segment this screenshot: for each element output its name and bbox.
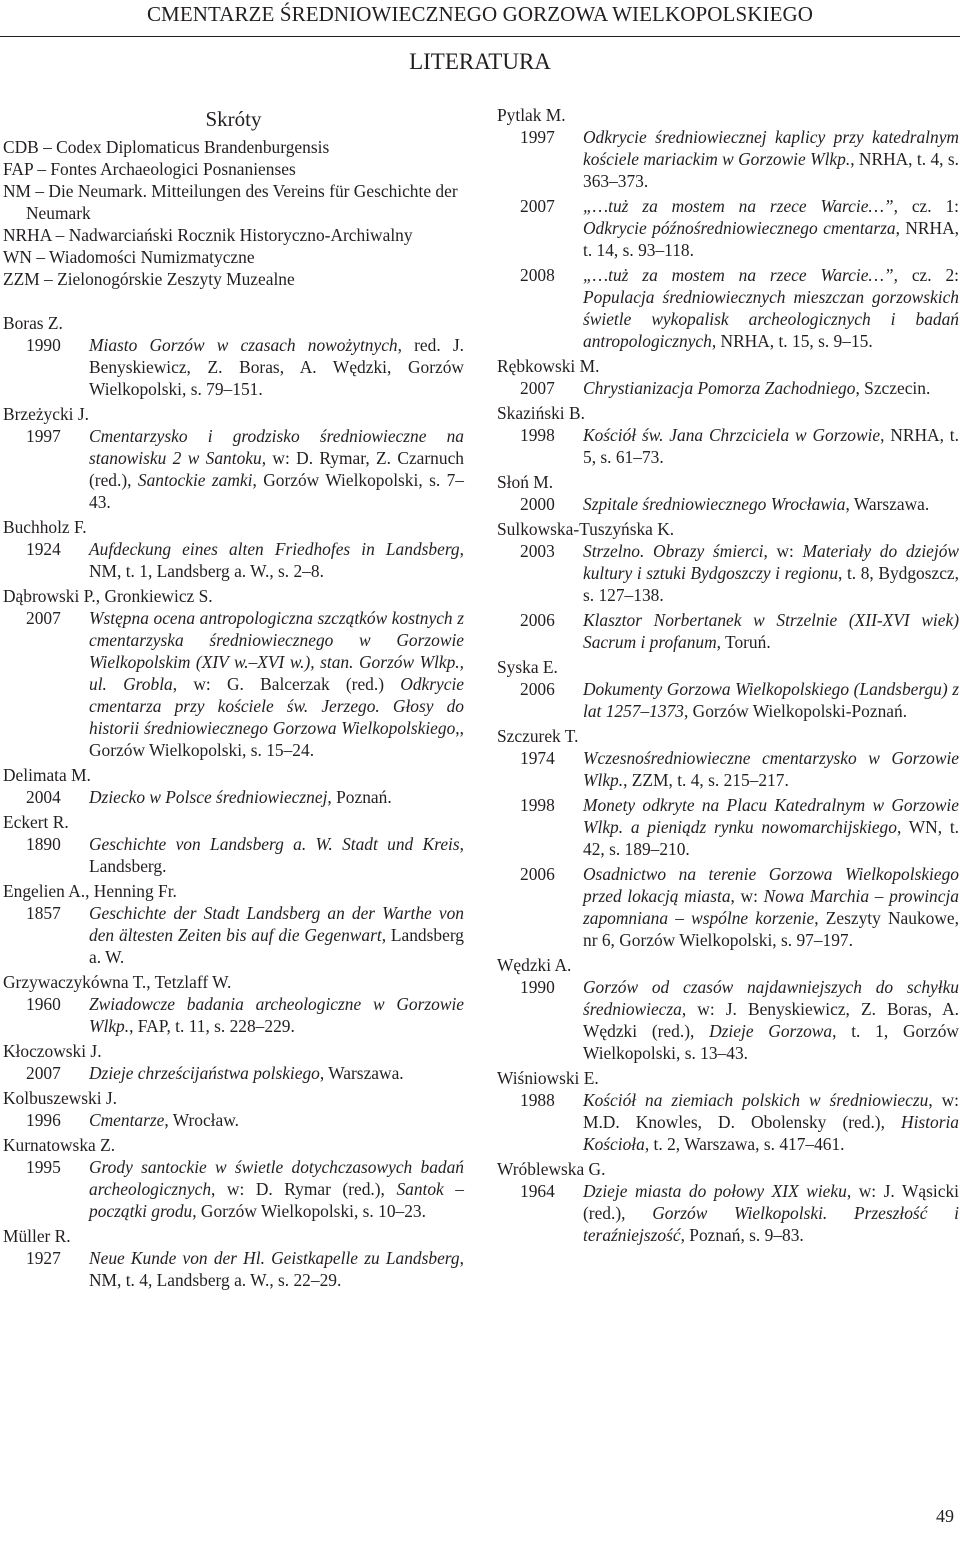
author-name: Sulkowska-Tuszyńska K. <box>497 519 675 539</box>
entry-title: Monety odkryte na Placu Katedralnym w Gorzowie Wlkp. a pieniądz rynku nowomarchijskiego <box>583 795 959 837</box>
entry-year: 1857 <box>26 903 61 923</box>
entry-details: , NRHA, t. 15, s. 9–15. <box>711 331 873 351</box>
entry-details: , Warszawa. <box>319 1063 404 1083</box>
entry-text <box>583 540 959 606</box>
bibliography-entry <box>497 747 959 791</box>
entry-year: 2007 <box>520 378 555 398</box>
entry-text <box>583 609 959 653</box>
entry-details: , w: D. Rymar (red.), <box>211 1179 397 1199</box>
entry-details: , NRHA, t. 4, s. 363–373. <box>583 149 959 191</box>
entry-text <box>583 747 959 791</box>
author-name: Rębkowski M. <box>497 356 600 376</box>
entry-details: , t. 2, Warszawa, s. 417–461. <box>644 1134 845 1154</box>
entry-text <box>89 334 464 400</box>
bibliography-entry <box>497 377 959 399</box>
entry-details: , Poznań. <box>327 787 392 807</box>
entry-title: Zwiadowcze badania archeologiczne w Gorzowie Wlkp. <box>89 994 464 1036</box>
bibliography-entry <box>497 264 959 352</box>
entry-text <box>89 425 464 513</box>
entry-year: 1990 <box>520 977 555 997</box>
entry-year: 2000 <box>520 494 555 514</box>
entry-title: Wczesnośredniowieczne cmentarzysko w Gorzowie Wlkp. <box>583 748 959 790</box>
entry-details: , w: <box>730 886 764 906</box>
entry-details: , w: G. Balcerzak (red.) <box>172 674 401 694</box>
page-number: 49 <box>936 1506 954 1526</box>
entry-year: 1924 <box>26 539 61 559</box>
author-name: Kłoczowski J. <box>3 1041 102 1061</box>
entry-details: , WN, t. 42, s. 189–210. <box>583 817 959 859</box>
author-name: Pytlak M. <box>497 105 566 125</box>
entry-details: ,, Gorzów Wielkopolski, s. 15–24. <box>89 718 464 760</box>
entry-details: , FAP, t. 11, s. 228–229. <box>129 1016 295 1036</box>
entry-text <box>89 833 464 877</box>
entry-title: Geschichte von Landsberg a. W. Stadt und Kreis <box>89 834 460 854</box>
entry-text <box>583 126 959 192</box>
entry-details: , ZZM, t. 4, s. 215–217. <box>623 770 789 790</box>
bibliography-entry <box>3 786 464 808</box>
entry-text <box>89 786 464 808</box>
bibliography-entry <box>3 902 464 968</box>
section-title: LITERATURA <box>409 49 551 74</box>
entry-title: Szpitale średniowiecznego Wrocławia <box>583 494 846 514</box>
entry-title: Kościół św. Jana Chrzciciela w Gorzowie <box>583 425 881 445</box>
entry-title: Dzieje miasta do połowy XIX wieku <box>583 1181 847 1201</box>
entry-title: Odkrycie średniowiecznej kaplicy przy katedralnym kościele mariackim w Gorzowie Wlkp. <box>583 127 959 169</box>
entry-details: , NRHA, t. 14, s. 93–118. <box>583 218 959 260</box>
bibliography-entry <box>497 609 959 653</box>
bibliography-entry <box>3 1156 464 1222</box>
entry-details: , NRHA, t. 5, s. 61–73. <box>583 425 959 467</box>
entry-year: 2007 <box>26 608 61 628</box>
bibliography-entry <box>3 1109 464 1131</box>
entry-year: 2008 <box>520 265 555 285</box>
bibliography-entry <box>3 1062 464 1084</box>
bibliography-left <box>3 312 464 1291</box>
entry-title: Historia Kościoła <box>583 1112 959 1154</box>
author-name: Kolbuszewski J. <box>3 1088 117 1108</box>
bibliography-entry <box>497 424 959 468</box>
entry-title: Gorzów od czasów najdawniejszych do schyłku średniowiecza <box>583 977 959 1019</box>
entry-text <box>583 678 959 722</box>
entry-text <box>89 1062 464 1084</box>
author-name: Grzywaczykówna T., Tetzlaff W. <box>3 972 232 992</box>
bibliography-entry <box>3 833 464 877</box>
entry-details: , cz. 1: <box>893 196 959 216</box>
entry-title: Santockie zamki <box>137 470 253 490</box>
entry-year: 1997 <box>26 426 61 446</box>
entry-year: 1998 <box>520 795 555 815</box>
entry-details: , red. J. Benyskiewicz, Z. Boras, A. Wędzki, Gorzów Wielkopolski, s. 79–151. <box>89 335 464 399</box>
bibliography-entry <box>497 493 959 515</box>
entry-title: Klasztor Norbertanek w Strzelnie (XII-XVI wiek) Sacrum i profanum <box>583 610 959 652</box>
entry-details: , Gorzów Wielkopolski-Poznań. <box>683 701 908 721</box>
author-name: Skaziński B. <box>497 403 585 423</box>
author-name: Szczurek T. <box>497 726 579 746</box>
abbreviation-item: NRHA – Nadwarciański Rocznik Historyczno-Archiwalny <box>3 225 413 245</box>
left-column <box>3 104 464 1294</box>
entry-title: Osadnictwo na terenie Gorzowa Wielkopolskiego przed lokacją miasta <box>583 864 959 906</box>
entry-year: 2006 <box>520 679 555 699</box>
entry-details: , w: <box>763 541 803 561</box>
entry-text <box>89 538 464 582</box>
entry-year: 1974 <box>520 748 555 768</box>
entry-year: 2003 <box>520 541 555 561</box>
entry-year: 1996 <box>26 1110 61 1130</box>
author-name: Brzeżycki J. <box>3 404 89 424</box>
author-name: Słoń M. <box>497 472 554 492</box>
entry-title: „…tuż za mostem na rzece Warcie…” <box>583 265 894 285</box>
entry-year: 1960 <box>26 994 61 1014</box>
entry-title: Miasto Gorzów w czasach nowożytnych <box>89 335 398 355</box>
entry-title: Strzelno. Obrazy śmierci <box>583 541 764 561</box>
entry-year: 2006 <box>520 610 555 630</box>
bibliography-entry <box>3 607 464 761</box>
bibliography-entry <box>497 863 959 951</box>
entry-title: Cmentarze <box>89 1110 165 1130</box>
entry-title: Wstępna ocena antropologiczna szczątków kostnych z cmentarzyska średniowiecznego w Gorzowie Wielkopolskim (XIV w.–XVI w.), stan. Gorzów Wlkp., ul. Grobla <box>89 608 464 694</box>
entry-year: 2007 <box>520 196 555 216</box>
entry-year: 2004 <box>26 787 61 807</box>
entry-title: Odkrycie cmentarza przy kościele św. Jerzego. Głosy do historii średniowiecznego Gorzowa Wielkopolskiego <box>89 674 465 738</box>
right-column <box>497 104 959 1249</box>
bibliography-entry <box>497 126 959 192</box>
entry-text <box>89 607 464 761</box>
author-name: Wędzki A. <box>497 955 572 975</box>
entry-text <box>583 424 959 468</box>
entry-title: Dzieje Gorzowa <box>709 1021 833 1041</box>
author-name: Boras Z. <box>3 313 63 333</box>
running-header: CMENTARZE ŚREDNIOWIECZNEGO GORZOWA WIELKOPOLSKIEGO <box>146 2 814 26</box>
entry-title: Grody santockie w świetle dotychczasowych badań archeologicznych <box>89 1157 464 1199</box>
entry-text <box>583 794 959 860</box>
abbreviation-item: FAP – Fontes Archaeologici Posnanienses <box>3 159 296 179</box>
bibliography-entry <box>3 334 464 400</box>
entry-details: , w: M.D. Knowles, D. Obolensky (red.), <box>583 1090 959 1132</box>
entry-title: Cmentarzysko i grodzisko średniowieczne na stanowisku 2 w Santoku <box>89 426 464 468</box>
abbreviations-list <box>3 136 464 290</box>
entry-text <box>583 264 959 352</box>
entry-title: Neue Kunde von der Hl. Geistkapelle zu Landsberg <box>89 1248 460 1268</box>
entry-title: Nowa Marchia – prowincja zapomniana – wspólne korzenie <box>583 886 959 928</box>
entry-details: , Landsberg. <box>89 834 464 876</box>
author-name: Wiśniowski E. <box>497 1068 599 1088</box>
entry-title: Dziecko w Polsce średniowiecznej <box>89 787 328 807</box>
entry-details: , Warszawa. <box>845 494 930 514</box>
author-name: Engelien A., Henning Fr. <box>3 881 177 901</box>
entry-details: , Toruń. <box>716 632 771 652</box>
entry-title: Aufdeckung eines alten Friedhofes in Landsberg <box>89 539 460 559</box>
entry-year: 1998 <box>520 425 555 445</box>
entry-text <box>583 976 959 1064</box>
entry-year: 1927 <box>26 1248 61 1268</box>
entry-title: Dokumenty Gorzowa Wielkopolskiego (Landsbergu) z lat 1257–1373 <box>583 679 959 721</box>
entry-year: 1997 <box>520 127 555 147</box>
entry-text <box>583 377 959 399</box>
entry-details: , Szczecin. <box>855 378 931 398</box>
entry-details: , Poznań, s. 9–83. <box>680 1225 804 1245</box>
abbreviation-item: WN – Wiadomości Numizmatyczne <box>3 247 255 267</box>
author-name: Eckert R. <box>3 812 69 832</box>
entry-text <box>583 195 959 261</box>
entry-details: , t. 1, Gorzów Wielkopolski, s. 13–43. <box>583 1021 959 1063</box>
author-name: Buchholz F. <box>3 517 87 537</box>
bibliography-entry <box>497 678 959 722</box>
entry-year: 1995 <box>26 1157 61 1177</box>
entry-title: Kościół na ziemiach polskich w średniowieczu <box>583 1090 929 1110</box>
bibliography-right <box>497 104 959 1246</box>
entry-details: , w: J. Wąsicki (red.), <box>583 1181 959 1223</box>
entry-year: 1964 <box>520 1181 555 1201</box>
abbreviations-heading: Skróty <box>205 107 262 131</box>
author-name: Dąbrowski P., Gronkiewicz S. <box>3 586 213 606</box>
entry-year: 1988 <box>520 1090 555 1110</box>
bibliography-entry <box>497 1180 959 1246</box>
bibliography-entry <box>497 794 959 860</box>
entry-text <box>583 1089 959 1155</box>
entry-details: , Zeszyty Naukowe, nr 6, Gorzów Wielkopolski, s. 97–197. <box>583 908 959 950</box>
entry-year: 2007 <box>26 1063 61 1083</box>
bibliography-entry <box>3 425 464 513</box>
entry-title: Dzieje chrześcijaństwa polskiego <box>89 1063 320 1083</box>
entry-details: , Landsberg a. W. <box>89 925 464 967</box>
author-name: Syska E. <box>497 657 558 677</box>
abbreviation-item: NM – Die Neumark. Mitteilungen des Vereins für Geschichte der Neumark <box>3 181 458 223</box>
author-name: Kurnatowska Z. <box>3 1135 116 1155</box>
entry-details: , t. 8, Bydgoszcz, s. 127–138. <box>583 563 959 605</box>
entry-details: , Wrocław. <box>164 1110 239 1130</box>
entry-details: , cz. 2: <box>893 265 959 285</box>
author-name: Wróblewska G. <box>497 1159 606 1179</box>
entry-text <box>89 902 464 968</box>
entry-text <box>583 493 959 515</box>
entry-title: Chrystianizacja Pomorza Zachodniego <box>583 378 856 398</box>
entry-title: Materiały do dziejów kultury i sztuki Bydgoszczy i regionu <box>583 541 959 583</box>
entry-details: , NM, t. 4, Landsberg a. W., s. 22–29. <box>89 1248 464 1290</box>
spacer <box>3 290 464 312</box>
entry-title: Odkrycie późnośredniowiecznego cmentarza <box>583 218 896 238</box>
bibliography-entry <box>3 1247 464 1291</box>
entry-year: 2006 <box>520 864 555 884</box>
abbreviation-item: ZZM – Zielonogórskie Zeszyty Muzealne <box>3 269 295 289</box>
entry-title: Populacja średniowiecznych mieszczan gorzowskich świetle wykopalisk archeologicznych i badań antropologicznych <box>583 287 959 351</box>
entry-text <box>89 1156 464 1222</box>
abbreviation-item: CDB – Codex Diplomaticus Brandenburgensis <box>3 137 330 157</box>
entry-year: 1890 <box>26 834 61 854</box>
entry-year: 1990 <box>26 335 61 355</box>
bibliography-entry <box>3 538 464 582</box>
entry-text <box>583 863 959 951</box>
entry-details: , Gorzów Wielkopolski, s. 7–43. <box>89 470 464 512</box>
bibliography-entry <box>497 195 959 261</box>
entry-text <box>89 1109 464 1131</box>
entry-title: Gorzów Wielkopolski. Przeszłość i teraźniejszość <box>583 1203 959 1245</box>
bibliography-entry <box>497 976 959 1064</box>
entry-text <box>89 1247 464 1291</box>
entry-details: , w: D. Rymar, Z. Czarnuch (red.), <box>89 448 464 490</box>
header-rule <box>0 36 960 37</box>
author-name: Müller R. <box>3 1226 71 1246</box>
entry-details: , w: J. Benyskiewicz, Z. Boras, A. Wędzki (red.), <box>583 999 959 1041</box>
bibliography-entry <box>3 993 464 1037</box>
entry-title: Santok – początki grodu <box>89 1179 464 1221</box>
author-name: Delimata M. <box>3 765 91 785</box>
entry-title: Geschichte der Stadt Landsberg an der Warthe von den ältesten Zeiten bis auf die Gegenwart <box>89 903 464 945</box>
entry-text <box>89 993 464 1037</box>
bibliography-entry <box>497 1089 959 1155</box>
bibliography-entry <box>497 540 959 606</box>
entry-title: „…tuż za mostem na rzece Warcie…” <box>583 196 894 216</box>
entry-text <box>583 1180 959 1246</box>
entry-details: , NM, t. 1, Landsberg a. W., s. 2–8. <box>89 539 464 581</box>
entry-details: , Gorzów Wielkopolski, s. 10–23. <box>192 1201 426 1221</box>
